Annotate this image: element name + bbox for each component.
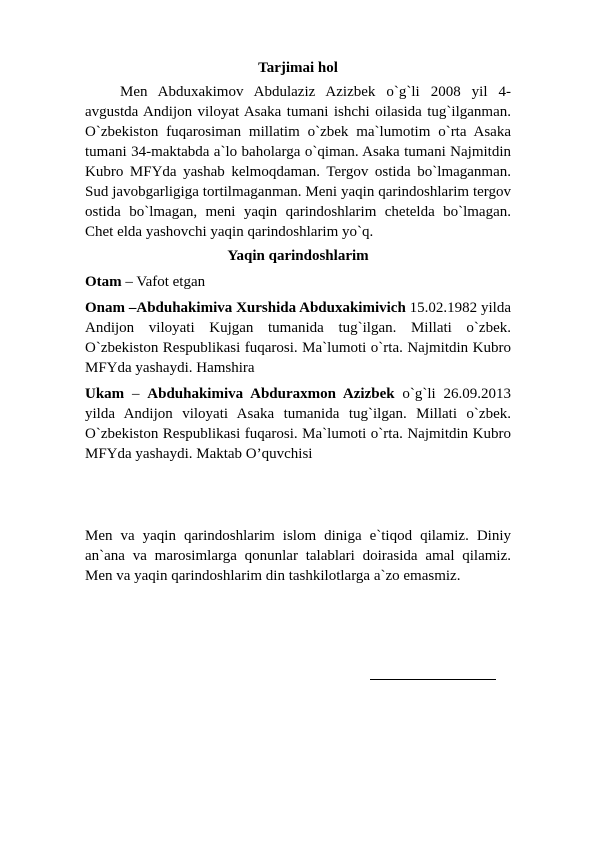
relative-relation: Otam — [85, 274, 122, 290]
relative-relation: Ukam — [85, 386, 125, 402]
relative-details: Vafot etgan — [136, 274, 206, 290]
relative-separator: – — [121, 274, 137, 290]
relative-name: Abduhakimiva Xurshida Abduxakimivich — [136, 300, 406, 316]
document-title: Tarjimai hol — [258, 60, 338, 76]
relative-separator: – — [125, 300, 137, 316]
relative-separator: – — [124, 386, 148, 402]
relatives-heading: Yaqin qarindoshlarim — [227, 248, 369, 264]
relative-details: 15.02.1982 yilda Andijon viloyati Kujgan tumanida tug`ilgan. Millati o`zbek. O`zbekiston Respublikasi fuqarosi. Ma`lumoti o`rta. Najmitdin Kubro MFYda yashaydi. Hamshira — [85, 300, 511, 376]
relative-name: Abduhakimiva Abduraxmon Azizbek — [147, 386, 395, 402]
intro-paragraph: Men Abduxakimov Abdulaziz Azizbek o`g`li 2008 yil 4-avgustda Andijon viloyat Asaka tumani ishchi oilasida tug`ilganman. O`zbekiston fuqarosiman millatim o`zbek ma`lumotim o`rta Asaka tumani 34-maktabda a`lo baholarga o`qiman. Asaka tumani Najmitdin Kubro MFYda yashab kelmoqdaman. Tergov ostida bo`lmaganman. Sud javobgarligiga tortilmaganman. Meni yaqin qarindoshlarim tergov ostida bo`lmagan, meni yaqin qarindoshlarim chetelda bo`lmagan. Chet elda yashovchi yaqin qarindoshlarim yo`q. — [85, 84, 511, 240]
document-page — [85, 58, 511, 586]
relative-details: o`g`li 26.09.2013 yilda Andijon viloyati Asaka tumanida tug`ilgan. Millati o`zbek. O`zbekiston Respublikasi fuqarosi. Ma`lumoti o`rta. Najmitdin Kubro MFYda yashaydi. Maktab O’quvchisi — [85, 386, 512, 462]
signature-line — [370, 679, 496, 680]
relative-entry-father — [85, 272, 511, 292]
closing-paragraph: Men va yaqin qarindoshlarim islom diniga e`tiqod qilamiz. Diniy an`ana va marosimlarga qonunlar talablari doirasida amal qilamiz. Men va yaqin qarindoshlarim din tashkilotlarga a`zo emasmiz. — [85, 528, 511, 584]
blank-space — [85, 470, 511, 526]
relative-entry-brother — [85, 384, 511, 464]
relative-entry-mother — [85, 298, 511, 378]
relative-relation: Onam — [85, 300, 126, 316]
